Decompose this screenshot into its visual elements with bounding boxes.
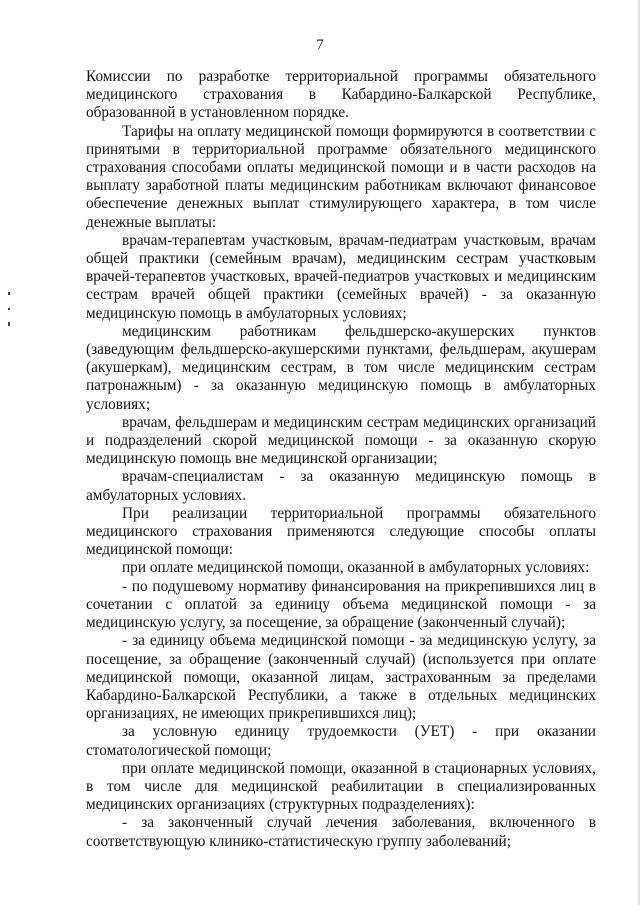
- margin-mark: [8, 292, 10, 295]
- paragraph-completed-case: - за законченный случай лечения заболевания, включенного в соответствующую клинико-статистическую группу заболеваний;: [86, 814, 596, 850]
- paragraph-specialists: врачам-специалистам - за оказанную медицинскую помощь в амбулаторных условиях.: [86, 468, 596, 504]
- document-body: [86, 68, 596, 851]
- binding-margin-marks: [8, 292, 12, 332]
- page-number: 7: [316, 37, 324, 53]
- paragraph-per-capita: - по подушевому нормативу финансирования на прикрепившихся лиц в сочетании с оплатой за единицу объема медицинской помощи - за медицинскую услугу, за посещение, за обращение (законченный случай);: [86, 577, 596, 632]
- paragraph-commission: Комиссии по разработке территориальной программы обязательного медицинского страхования в Кабардино-Балкарской Республике, образованной в установленном порядке.: [86, 68, 596, 122]
- paragraph-inpatient-heading: при оплате медицинской помощи, оказанной в стационарных условиях, в том числе для медицинской реабилитации в специализированных медицинских организациях (структурных подразделениях):: [86, 759, 596, 814]
- paragraph-outpatient-heading: при оплате медицинской помощи, оказанной в амбулаторных условиях:: [122, 559, 590, 577]
- margin-mark: [8, 322, 10, 326]
- paragraph-uet: за условную единицу трудоемкости (УЕТ) - при оказании стоматологической помощи;: [86, 723, 596, 759]
- paragraph-per-unit: - за единицу объема медицинской помощи - за медицинскую услугу, за посещение, за обращение (законченный случай) (используется при оплате медицинской помощи, оказанной лицам, застрахованным за пределами Кабардино-Балкарской Республики, а также в отдельных медицинских организациях, не имеющих прикрепившихся лиц);: [86, 632, 596, 723]
- paragraph-district-doctors: врачам-терапевтам участковым, врачам-педиатрам участковым, врачам общей практики (семейным врачам), медицинским сестрам участковым врачей-терапевтов участковых, врачей-педиатров участковых и медицинским сестрам врачей общей практики (семейных врачей) - за оказанную медицинскую помощь в амбулаторных условиях;: [86, 231, 596, 322]
- paragraph-payment-methods: При реализации территориальной программы обязательного медицинского страхования применяются следующие способы оплаты медицинской помощи:: [86, 504, 596, 559]
- paragraph-feldsher-staff: медицинским работникам фельдшерско-акушерских пунктов (заведующим фельдшерско-акушерскими пунктами, фельдшерам, акушерам (акушеркам), медицинским сестрам, в том числе медицинским сестрам патронажным) - за оказанную медицинскую помощь в амбулаторных условиях;: [86, 322, 596, 413]
- paragraph-tariffs: Тарифы на оплату медицинской помощи формируются в соответствии с принятыми в территориальной программе обязательного медицинского страхования способами оплаты медицинской помощи и в части расходов на выплату заработной платы медицинским работникам включают финансовое обеспечение денежных выплат стимулирующего характера, в том числе денежные выплаты:: [86, 122, 596, 231]
- margin-mark: [8, 308, 10, 310]
- paragraph-emergency-staff: врачам, фельдшерам и медицинским сестрам медицинских организаций и подразделений скорой медицинской помощи - за оказанную скорую медицинскую помощь вне медицинской организации;: [86, 413, 596, 468]
